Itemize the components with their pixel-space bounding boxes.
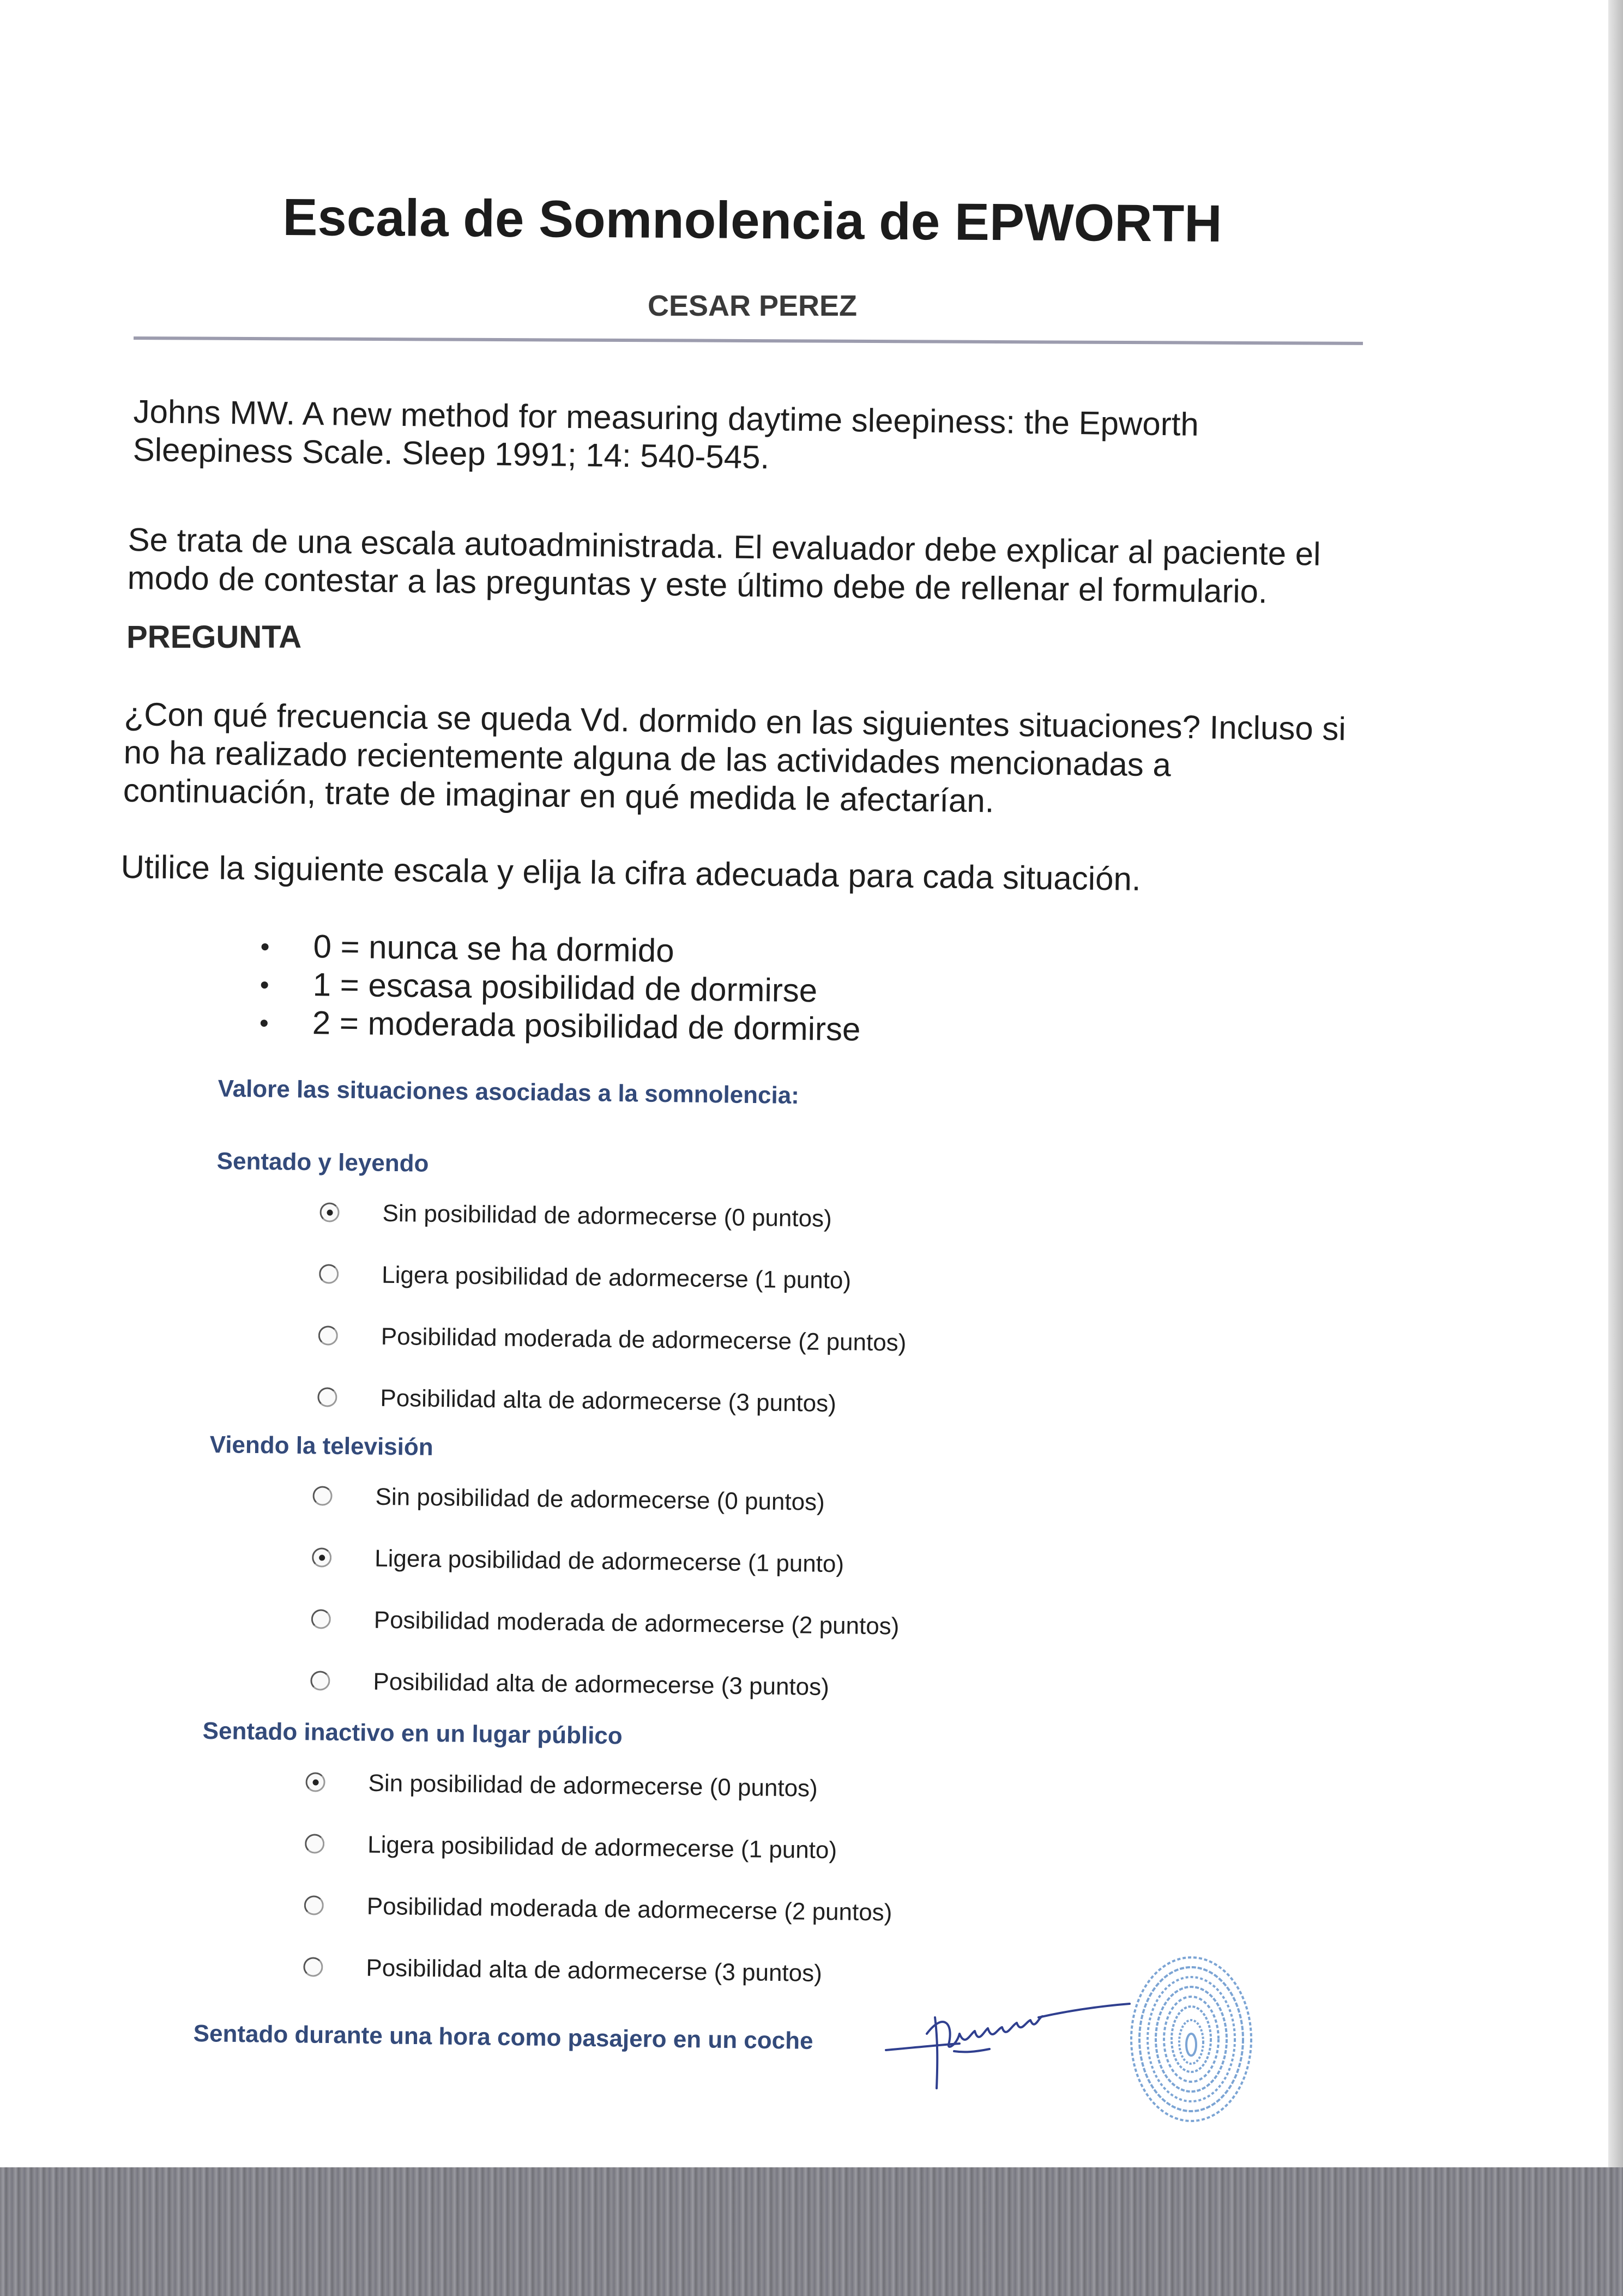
bullet-icon [261, 943, 268, 950]
option-label: Posibilidad alta de adormecerse (3 puntos) [380, 1384, 837, 1417]
section-lugar-publico [202, 1718, 892, 1987]
option-row[interactable] [310, 1667, 830, 1701]
section-sentado-leyendo [216, 1148, 907, 1417]
option-label: Ligera posibilidad de adormecerse (1 punto) [374, 1545, 844, 1578]
option-row[interactable] [317, 1384, 837, 1417]
radio-button-icon[interactable] [312, 1547, 331, 1567]
section-pasajero-coche [193, 2020, 813, 2055]
author-name: CESAR PEREZ [647, 290, 858, 322]
radio-button-icon[interactable] [303, 1957, 323, 1976]
bullet-icon [261, 981, 268, 989]
reference-paragraph: Johns MW. A new method for measuring daytime sleepiness: the Epworth Sleepiness Scale. Sleep 1991; 14: 540-545. [132, 393, 1199, 476]
radio-button-icon[interactable] [304, 1895, 324, 1915]
radio-button-icon[interactable] [310, 1671, 330, 1690]
radio-button-icon[interactable] [319, 1202, 339, 1222]
scale-intro: Utilice la siguiente escala y elija la cifra adecuada para cada situación. [120, 848, 1141, 897]
section-title: Sentado inactivo en un lugar público [202, 1718, 623, 1750]
radio-button-icon[interactable] [305, 1772, 325, 1792]
section-title: Viendo la televisión [209, 1431, 433, 1461]
option-label: Sin posibilidad de adormecerse (0 puntos) [368, 1769, 818, 1802]
option-label: Sin posibilidad de adormecerse (0 puntos) [382, 1200, 832, 1232]
option-label: Ligera posibilidad de adormecerse (1 punto) [367, 1831, 837, 1864]
question-paragraph: ¿Con qué frecuencia se queda Vd. dormido en las siguientes situaciones? Incluso si no ha realizado recientemente alguna de las actividades mencionadas a continuación, trate de imaginar en qué medida le afectarían. [123, 695, 1347, 819]
option-row[interactable] [319, 1199, 832, 1232]
radio-button-icon[interactable] [305, 1834, 324, 1853]
fingerprint-icon [1118, 1936, 1265, 2132]
option-row[interactable] [305, 1769, 818, 1802]
form-prompt-text: Valore las situaciones asociadas a la somnolencia: [218, 1075, 800, 1110]
radio-button-icon[interactable] [318, 1325, 338, 1345]
scale-item [261, 965, 861, 1010]
option-label: Posibilidad moderada de adormecerse (2 puntos) [381, 1323, 907, 1357]
scale-item [260, 1003, 860, 1048]
section-title: Sentado durante una hora como pasajero en un coche [193, 2020, 813, 2054]
radio-button-icon[interactable] [312, 1486, 332, 1505]
option-label: Posibilidad alta de adormecerse (3 puntos) [373, 1668, 830, 1701]
title-divider [134, 336, 1363, 345]
scale-item-text: 0 = nunca se ha dormido [313, 928, 675, 969]
bullet-icon [261, 1020, 268, 1027]
page-edge [1608, 0, 1623, 2167]
question-heading: PREGUNTA [126, 619, 302, 655]
option-label: Posibilidad moderada de adormecerse (2 puntos) [366, 1893, 892, 1926]
radio-button-icon[interactable] [317, 1387, 337, 1407]
scale-item-text: 1 = escasa posibilidad de dormirse [312, 966, 818, 1009]
option-label: Sin posibilidad de adormecerse (0 puntos) [375, 1483, 825, 1516]
scale-list [260, 927, 861, 1048]
option-row[interactable] [303, 1954, 823, 1987]
scale-item-text: 2 = moderada posibilidad de dormirse [312, 1004, 861, 1048]
section-title: Sentado y leyendo [216, 1148, 429, 1177]
document-title: Escala de Somnolencia de EPWORTH [282, 188, 1222, 254]
scanner-background [0, 2167, 1623, 2296]
option-label: Ligera posibilidad de adormecerse (1 punto) [381, 1261, 852, 1294]
radio-button-icon[interactable] [311, 1609, 331, 1629]
section-viendo-television [209, 1431, 900, 1701]
signature-icon [883, 1952, 1134, 2099]
option-label: Posibilidad alta de adormecerse (3 puntos) [366, 1954, 823, 1987]
instructions-paragraph: Se trata de una escala autoadministrada. El evaluador debe explicar al paciente el modo de contestar a las preguntas y este último debe de rellenar el formulario. [127, 521, 1321, 610]
form-prompt [218, 1075, 799, 1110]
scale-item [261, 927, 861, 972]
radio-button-icon[interactable] [319, 1264, 339, 1283]
option-label: Posibilidad moderada de adormecerse (2 puntos) [373, 1606, 900, 1640]
option-row[interactable] [312, 1483, 825, 1516]
